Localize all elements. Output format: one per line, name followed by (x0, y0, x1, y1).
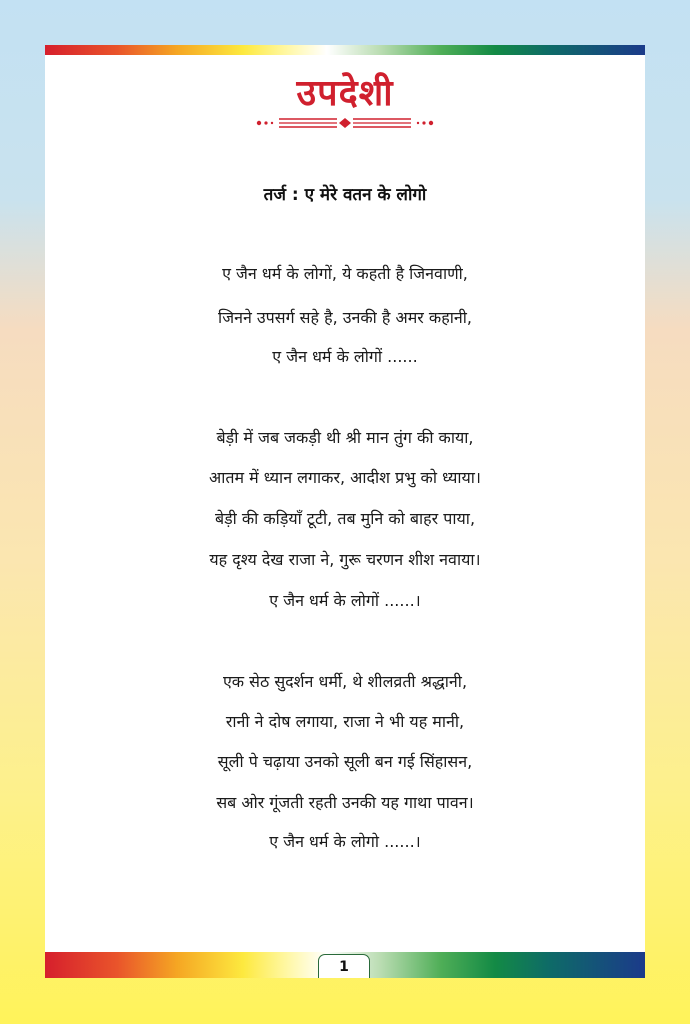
verse-line: एक सेठ सुदर्शन धर्मी, थे शीलव्रती श्रद्धानी, (222, 672, 468, 691)
verse-line: यह दृश्य देख राजा ने, गुरू चरणन शीश नवाया। (209, 550, 481, 569)
page-number-tab (318, 954, 370, 978)
page-number: 1 (339, 959, 349, 975)
verse-line: ए जैन धर्म के लोगों, ये कहती है जिनवाणी, (222, 264, 468, 283)
verse-line: ए जैन धर्म के लोगो ......। (269, 832, 421, 851)
title-ornament-icon (255, 116, 435, 130)
verse-line: सूली पे चढ़ाया उनको सूली बन गई सिंहासन, (217, 752, 473, 771)
verse-line: रानी ने दोष लगाया, राजा ने भी यह मानी, (225, 712, 465, 731)
verse-line: बेड़ी की कड़ियाँ टूटी, तब मुनि को बाहर पाया, (214, 509, 476, 528)
verse-line: आतम में ध्यान लगाकर, आदीश प्रभु को ध्याया। (208, 468, 482, 487)
tune-line: तर्ज : ए मेरे वतन के लोगो (263, 185, 427, 205)
verse-line: ए जैन धर्म के लोगों ......। (269, 591, 421, 610)
page-title: उपदेशी (296, 73, 394, 114)
verse-line: सब ओर गूंजती रहती उनकी यह गाथा पावन। (216, 793, 474, 812)
page-header (0, 70, 690, 130)
verse-line: जिनने उपसर्ग सहे है, उनकी है अमर कहानी, (218, 308, 472, 327)
top-color-band (45, 45, 645, 55)
verse-line: ए जैन धर्म के लोगों ...... (272, 347, 418, 366)
verse-line: बेड़ी में जब जकड़ी थी श्री मान तुंग की काया, (216, 428, 474, 447)
